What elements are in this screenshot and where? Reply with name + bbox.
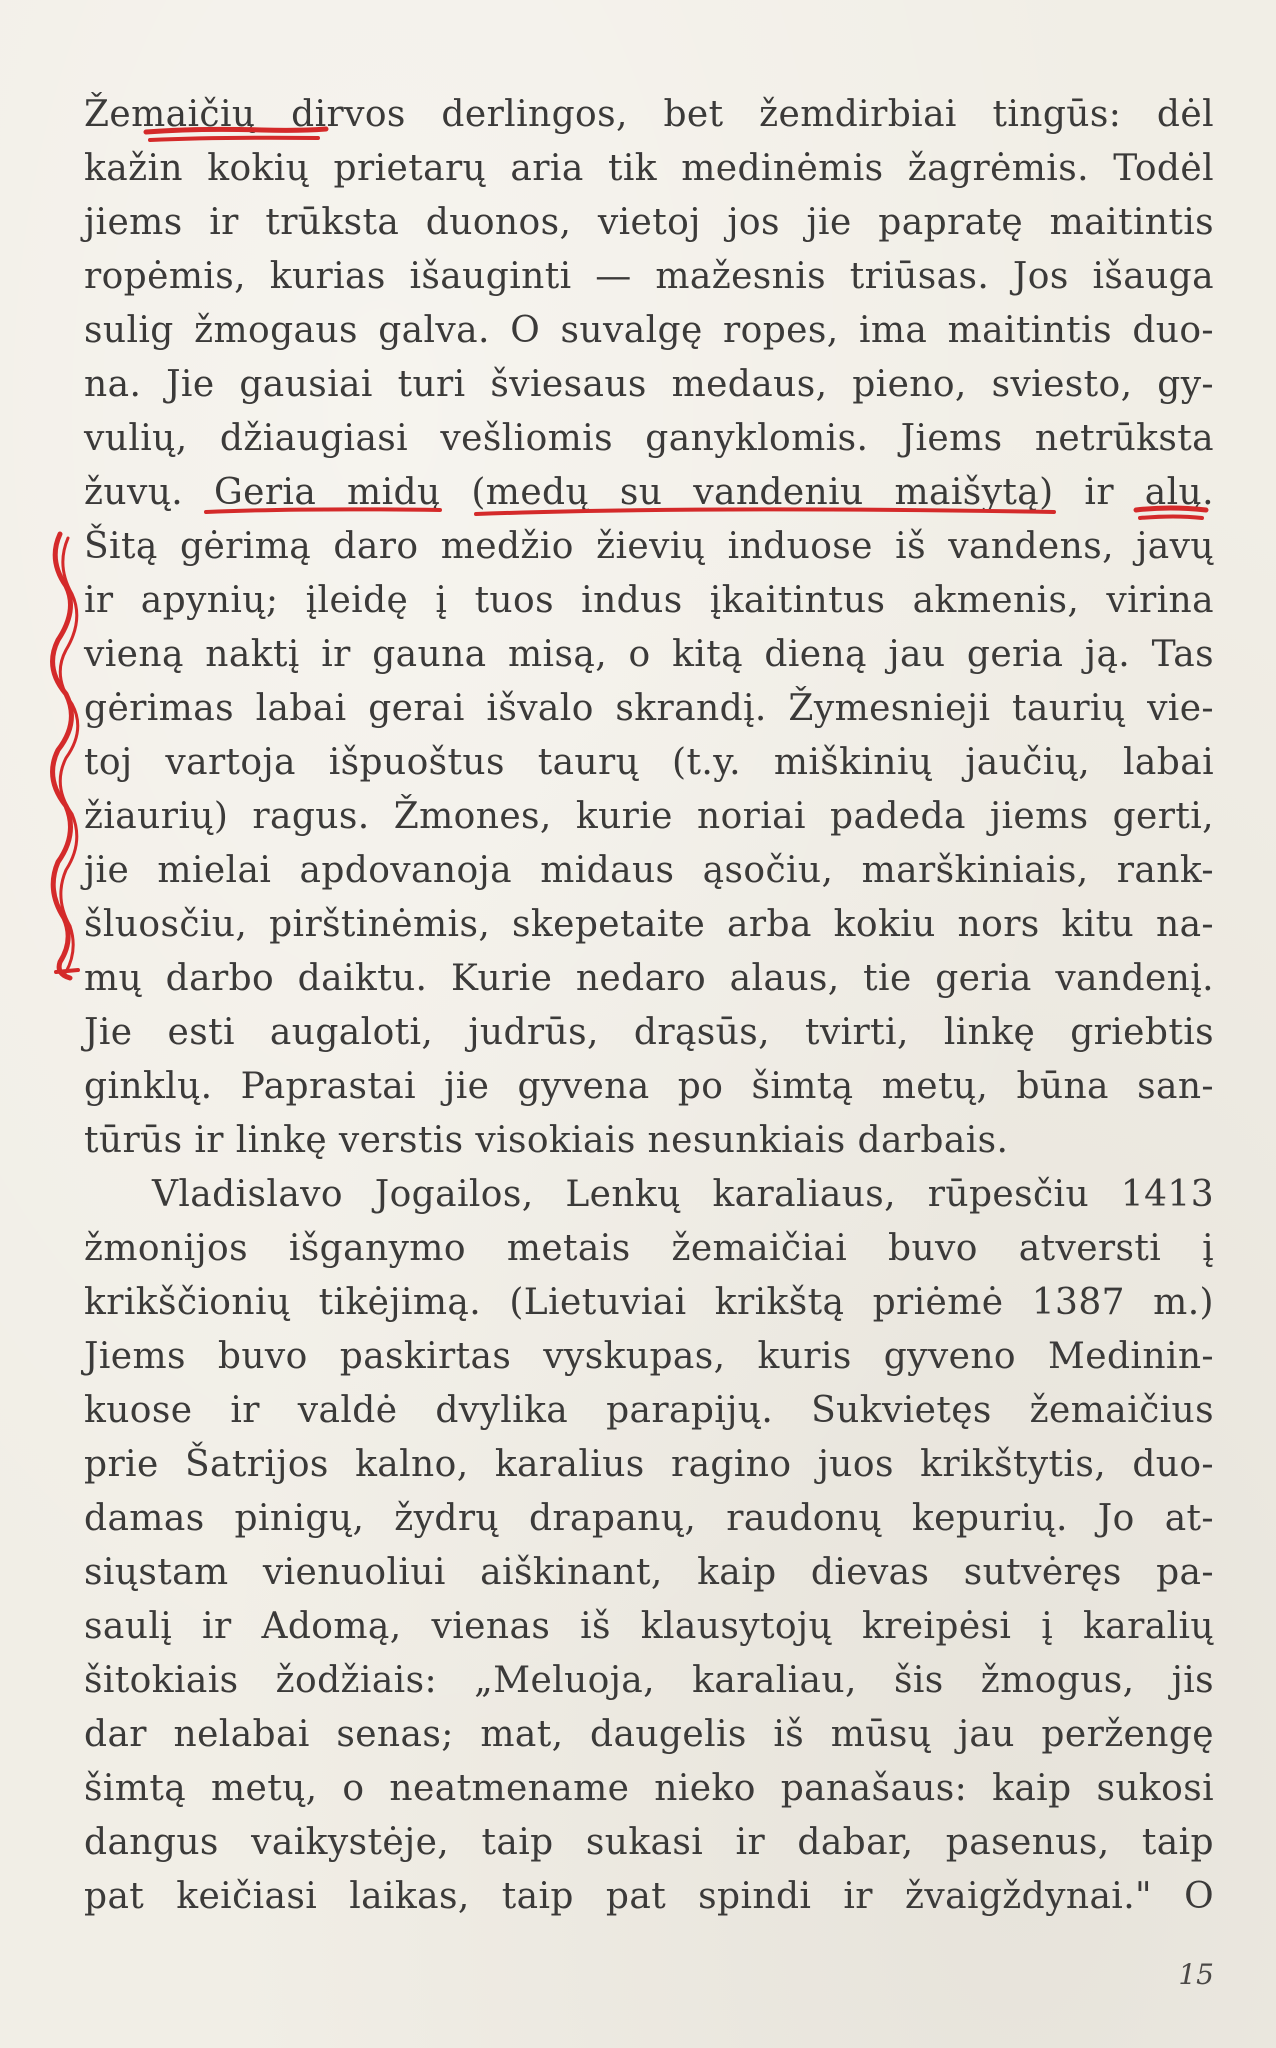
text-line-27: damas pinigų, žydrų drapanų, raudonų kepurių. Jo at- <box>84 1498 1214 1539</box>
text-line-2: kažin kokių prietarų aria tik medinėmis žagrėmis. Todėl <box>84 148 1214 189</box>
text-line-34: pat keičiasi laikas, taip pat spindi ir žvaigždynai." O <box>84 1876 1214 1917</box>
text-line-17: mų darbo daiktu. Kurie nedaro alaus, tie geria vandenį. <box>84 958 1214 999</box>
text-line-25: kuose ir valdė dvylika parapijų. Sukvietęs žemaičius <box>84 1390 1214 1431</box>
text-line-11: vieną naktį ir gauna misą, o kitą dieną jau geria ją. Tas <box>84 634 1214 675</box>
text-line-21: Vladislavo Jogailos, Lenkų karaliaus, rūpesčiu 1413 <box>152 1174 1214 1215</box>
margin-bracket-mark-2 <box>60 538 78 972</box>
text-line-31: dar nelabai senas; mat, daugelis iš mūsų jau peržengę <box>84 1714 1214 1755</box>
text-line-4: ropėmis, kurias išauginti — mažesnis triūsas. Jos išauga <box>84 256 1214 297</box>
text-line-3: jiems ir trūksta duonos, vietoj jos jie papratę maitintis <box>84 202 1214 243</box>
text-line-23: krikščionių tikėjimą. (Lietuviai krikštą priėmė 1387 m.) <box>84 1282 1214 1323</box>
text-line-1: Žemaičių dirvos derlingos, bet žemdirbiai tingūs: dėl <box>84 94 1214 135</box>
text-line-28: siųstam vienuoliui aiškinant, kaip dievas sutvėręs pa- <box>84 1552 1214 1593</box>
text-line-6: na. Jie gausiai turi šviesaus medaus, pieno, sviesto, gy- <box>84 364 1214 405</box>
text-line-24: Jiems buvo paskirtas vyskupas, kuris gyveno Medinin- <box>84 1336 1214 1377</box>
text-line-22: žmonijos išganymo metais žemaičiai buvo atversti į <box>84 1228 1214 1269</box>
text-line-7: vulių, džiaugiasi vešliomis ganyklomis. Jiems netrūksta <box>84 418 1214 459</box>
text-line-26: prie Šatrijos kalno, karalius ragino juos krikštytis, duo- <box>84 1444 1214 1485</box>
text-line-10: ir apynių; įleidę į tuos indus įkaitintus akmenis, virina <box>84 580 1214 621</box>
text-line-18: Jie esti augaloti, judrūs, drąsūs, tvirti, linkę griebtis <box>84 1012 1214 1053</box>
text-line-8: žuvų. Geria midų (medų su vandeniu maišytą) ir alų. <box>84 472 1214 513</box>
text-line-16: šluosčiu, pirštinėmis, skepetaite arba kokiu nors kitu na- <box>84 904 1214 945</box>
text-line-12: gėrimas labai gerai išvalo skrandį. Žymesnieji taurių vie- <box>84 688 1214 729</box>
text-line-29: saulį ir Adomą, vienas iš klausytojų kreipėsi į karalių <box>84 1606 1214 1647</box>
text-line-15: jie mielai apdovanoja midaus ąsočiu, marškiniais, rank- <box>84 850 1214 891</box>
text-line-19: ginklų. Paprastai jie gyvena po šimtą metų, būna san- <box>84 1066 1214 1107</box>
text-line-13: toj vartoja išpuoštus taurų (t.y. miškinių jaučių, labai <box>84 742 1214 783</box>
text-line-30: šitokiais žodžiais: „Meluoja, karaliau, šis žmogus, jis <box>84 1660 1214 1701</box>
page-number: 15 <box>1178 1958 1214 1991</box>
margin-mark-tail <box>56 970 78 972</box>
text-line-20: tūrūs ir linkę verstis visokiais nesunkiais darbais. <box>84 1120 1009 1161</box>
text-line-33: dangus vaikystėje, taip sukasi ir dabar, pasenus, taip <box>84 1822 1214 1863</box>
text-line-9: Šitą gėrimą daro medžio žievių induose iš vandens, javų <box>84 526 1214 567</box>
margin-bracket-mark <box>53 534 72 978</box>
text-line-5: sulig žmogaus galva. O suvalgę ropes, ima maitintis duo- <box>84 310 1214 351</box>
text-line-32: šimtą metų, o neatmename nieko panašaus: kaip sukosi <box>84 1768 1214 1809</box>
text-line-14: žiaurių) ragus. Žmones, kurie noriai padeda jiems gerti, <box>84 796 1214 837</box>
